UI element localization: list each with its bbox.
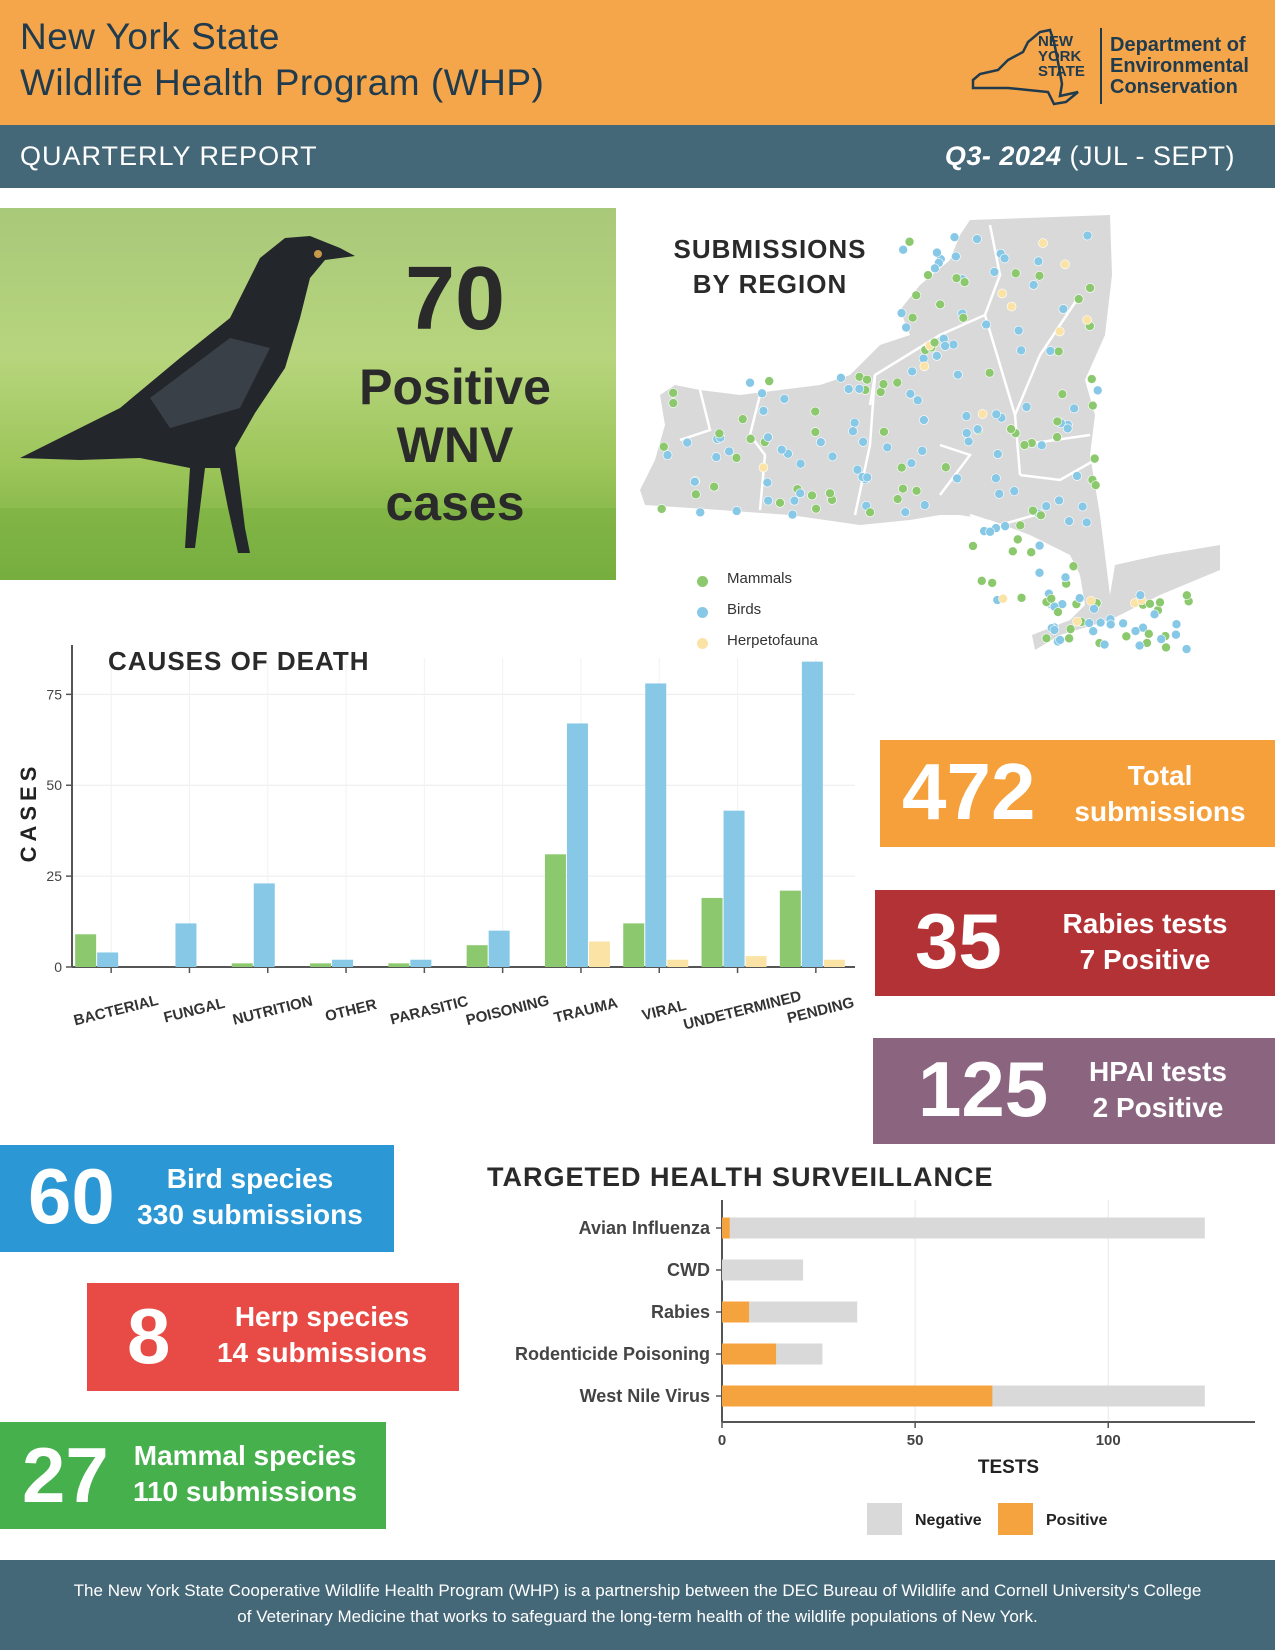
y-tick-label: Avian Influenza xyxy=(578,1218,710,1238)
bar-mammals-poisoning xyxy=(467,945,488,967)
map-dot xyxy=(879,427,888,436)
map-dot xyxy=(759,463,768,472)
map-dot xyxy=(1090,604,1099,613)
legend-swatch-negative xyxy=(867,1503,902,1535)
map-dot xyxy=(1100,640,1109,649)
map-title: SUBMISSIONS BY REGION xyxy=(673,234,867,299)
map-dot xyxy=(811,407,820,416)
map-dot xyxy=(1155,598,1164,607)
map-dot xyxy=(1089,627,1098,636)
legend-dot-birds xyxy=(697,607,708,618)
map-dot xyxy=(759,406,768,415)
map-dot xyxy=(1042,502,1051,511)
map-dot xyxy=(1063,424,1072,433)
map-dot xyxy=(669,399,678,408)
map-dot xyxy=(1096,618,1105,627)
map-dot xyxy=(953,474,962,483)
map-dot xyxy=(1029,280,1038,289)
bar-birds-other xyxy=(332,960,353,967)
map-dot xyxy=(1135,641,1144,650)
map-dot xyxy=(1073,617,1082,626)
map-dot xyxy=(796,459,805,468)
map-dot xyxy=(816,438,825,447)
map-dot xyxy=(844,385,853,394)
map-dot xyxy=(696,508,705,517)
map-dot xyxy=(1010,487,1019,496)
map-dot xyxy=(924,271,933,280)
map-dot xyxy=(1028,506,1037,515)
map-dot xyxy=(863,473,872,482)
bar-mammals-other xyxy=(310,963,331,967)
dec-logo-text: Department of Environmental Conservation xyxy=(1110,34,1249,98)
x-tick-label: PARASITIC xyxy=(388,992,471,1029)
map-dot xyxy=(1157,635,1166,644)
map-dot xyxy=(764,496,773,505)
bar-herpetofauna-undetermined xyxy=(746,956,767,967)
map-dot xyxy=(1144,629,1153,638)
map-dot xyxy=(990,267,999,276)
map-dot xyxy=(902,323,911,332)
bar-positive-rabies xyxy=(722,1302,749,1323)
total-submissions-label: Total submissions xyxy=(1074,760,1246,827)
map-dot xyxy=(1172,620,1181,629)
map-dot xyxy=(964,437,973,446)
map-dot xyxy=(1001,522,1010,531)
map-dot xyxy=(1007,425,1016,434)
map-dot xyxy=(1017,346,1026,355)
bird-species-box xyxy=(0,1145,394,1252)
footer-line-1: The New York State Cooperative Wildlife Health Program (WHP) is a partnership between the DEC Bureau of Wildlife and Cornell University's College xyxy=(73,1581,1202,1600)
title-line-1: New York State xyxy=(20,16,280,57)
map-dot xyxy=(732,453,741,462)
map-dot xyxy=(738,415,747,424)
map-dot xyxy=(1055,496,1064,505)
targeted-surveillance-chart xyxy=(470,1195,1270,1540)
x-tick-label: BACTERIAL xyxy=(71,991,161,1030)
legend-label-birds: Birds xyxy=(727,601,762,618)
map-dot xyxy=(828,452,837,461)
map-dot xyxy=(1093,386,1102,395)
map-dot xyxy=(712,453,721,462)
map-dot xyxy=(1073,471,1082,480)
map-dot xyxy=(1008,547,1017,556)
map-dot xyxy=(991,474,1000,483)
map-dot xyxy=(826,489,835,498)
x-tick-label: POISONING xyxy=(464,992,551,1030)
map-dot xyxy=(1038,239,1047,248)
map-dot xyxy=(897,463,906,472)
map-dot xyxy=(932,248,941,257)
map-dot xyxy=(930,338,939,347)
map-dot xyxy=(1145,599,1154,608)
bar-birds-nutrition xyxy=(254,883,275,967)
map-dot xyxy=(1070,404,1079,413)
map-dot xyxy=(1088,401,1097,410)
map-dot xyxy=(995,489,1004,498)
mammal-species-label: Mammal species 110 submissions xyxy=(132,1440,358,1507)
map-dot xyxy=(899,245,908,254)
map-dot xyxy=(790,496,799,505)
y-axis-label: CASES xyxy=(16,761,41,863)
x-tick-label: 0 xyxy=(717,1432,727,1449)
map-dot xyxy=(901,508,910,517)
footer-text xyxy=(20,1578,1255,1630)
map-dot xyxy=(1058,390,1067,399)
y-tick-label: West Nile Virus xyxy=(579,1386,710,1406)
bar-negative-cwd xyxy=(722,1260,803,1281)
map-dot xyxy=(859,437,868,446)
map-dot xyxy=(1011,269,1020,278)
map-dot xyxy=(1037,441,1046,450)
herp-species-label: Herp species 14 submissions xyxy=(216,1301,428,1368)
map-dot xyxy=(1053,433,1062,442)
map-dot xyxy=(962,429,971,438)
wnv-count: 70 xyxy=(404,249,506,349)
map-dot xyxy=(1082,518,1091,527)
x-tick-label: 50 xyxy=(906,1432,924,1449)
x-tick-label: VIRAL xyxy=(640,996,689,1025)
bar-herpetofauna-viral xyxy=(667,960,688,967)
map-dot xyxy=(690,477,699,486)
map-dot xyxy=(669,388,678,397)
bar-mammals-undetermined xyxy=(702,898,723,967)
map-dot xyxy=(683,438,692,447)
map-dot xyxy=(663,451,672,460)
map-dot xyxy=(960,278,969,287)
map-dot xyxy=(746,378,755,387)
y-tick-label: 50 xyxy=(46,777,62,794)
map-dot xyxy=(811,428,820,437)
bird-species-number: 60 xyxy=(28,1152,115,1240)
map-dot xyxy=(898,484,907,493)
map-dot xyxy=(912,291,921,300)
report-quarter: Q3- 2024 xyxy=(944,141,1062,171)
bar-mammals-bacterial xyxy=(75,934,96,967)
map-dot xyxy=(764,433,773,442)
map-dot xyxy=(912,486,921,495)
bar-positive-avian-influenza xyxy=(722,1218,730,1239)
map-dot xyxy=(893,378,902,387)
bar-birds-bacterial xyxy=(97,952,118,967)
legend-label-positive: Positive xyxy=(1046,1512,1108,1529)
rabies-number: 35 xyxy=(915,897,1002,985)
report-months: (JUL - SEPT) xyxy=(1061,141,1235,171)
map-dot xyxy=(993,450,1002,459)
map-dot xyxy=(1150,610,1159,619)
map-dot xyxy=(1050,626,1059,635)
map-dot xyxy=(897,309,906,318)
bar-birds-viral xyxy=(645,683,666,967)
map-dot xyxy=(1036,511,1045,520)
bar-negative-avian-influenza xyxy=(722,1218,1205,1239)
map-dot xyxy=(1119,619,1128,628)
map-dot xyxy=(725,447,734,456)
map-dot xyxy=(1065,634,1074,643)
header-banner xyxy=(0,0,1275,125)
map-dot xyxy=(1061,260,1070,269)
map-dot xyxy=(1035,271,1044,280)
x-tick-label: PENDING xyxy=(785,994,856,1028)
bar-mammals-parasitic xyxy=(388,963,409,967)
x-tick-label: FUNGAL xyxy=(161,994,227,1027)
map-dot xyxy=(1016,521,1025,530)
map-dot xyxy=(1066,625,1075,634)
map-dot xyxy=(808,491,817,500)
x-tick-label: TRAUMA xyxy=(552,994,620,1027)
map-dot xyxy=(1056,635,1065,644)
map-dot xyxy=(765,377,774,386)
map-dot xyxy=(657,504,666,513)
x-tick-label: NUTRITION xyxy=(230,992,315,1029)
bar-positive-rodenticide-poisoning xyxy=(722,1344,776,1365)
map-dot xyxy=(1122,632,1131,641)
map-dot xyxy=(1022,402,1031,411)
map-dot xyxy=(1087,375,1096,384)
map-dot xyxy=(1020,441,1029,450)
map-dot xyxy=(1017,593,1026,602)
herp-species-box xyxy=(87,1283,459,1391)
y-tick-label: CWD xyxy=(667,1260,710,1280)
legend-label-mammals: Mammals xyxy=(727,570,793,587)
page-title xyxy=(20,14,544,106)
map-dot xyxy=(962,412,971,421)
map-dot xyxy=(936,300,945,309)
map-dot xyxy=(1131,627,1140,636)
bar-birds-poisoning xyxy=(489,931,510,967)
x-axis-label: TESTS xyxy=(977,1457,1040,1478)
map-dot xyxy=(913,396,922,405)
map-dot xyxy=(659,442,668,451)
map-dot xyxy=(932,351,941,360)
map-dot xyxy=(906,389,915,398)
crow-photo xyxy=(0,208,616,580)
map-dot xyxy=(879,380,888,389)
map-dot xyxy=(998,289,1007,298)
map-dot xyxy=(1046,346,1055,355)
rabies-box xyxy=(875,890,1275,996)
map-dot xyxy=(1027,548,1036,557)
hpai-label: HPAI tests 2 Positive xyxy=(1089,1056,1227,1123)
map-dot xyxy=(978,409,987,418)
map-dot xyxy=(919,416,928,425)
map-dot xyxy=(836,373,845,382)
map-dot xyxy=(941,463,950,472)
legend-label-herpetofauna: Herpetofauna xyxy=(727,632,818,649)
legend-swatch-positive xyxy=(998,1503,1033,1535)
map-dot xyxy=(1035,568,1044,577)
x-tick-label: UNDETERMINED xyxy=(681,987,804,1034)
map-dot xyxy=(1106,620,1115,629)
map-dot xyxy=(1083,316,1092,325)
map-dot xyxy=(1053,417,1062,426)
map-dot xyxy=(883,443,892,452)
map-dot xyxy=(905,237,914,246)
x-tick-label: OTHER xyxy=(323,996,379,1026)
report-period xyxy=(945,141,1235,172)
map-dot xyxy=(763,478,772,487)
y-tick-label: Rabies xyxy=(650,1302,710,1322)
map-dot xyxy=(1086,596,1095,605)
bar-herpetofauna-trauma xyxy=(589,942,610,967)
bar-birds-undetermined xyxy=(724,811,745,967)
mammal-species-box xyxy=(0,1422,386,1529)
map-dot xyxy=(850,418,859,427)
bar-mammals-viral xyxy=(623,923,644,967)
map-dot xyxy=(1090,454,1099,463)
causes-of-death-chart xyxy=(0,640,870,1120)
bar-birds-fungal xyxy=(175,923,196,967)
map-dot xyxy=(732,506,741,515)
map-dot xyxy=(959,313,968,322)
nys-logo-text: NEW YORK STATE xyxy=(1038,33,1085,80)
bar-mammals-pending xyxy=(780,891,801,967)
map-dot xyxy=(920,362,929,371)
map-dot xyxy=(973,235,982,244)
map-dot xyxy=(920,501,929,510)
map-dot xyxy=(1182,645,1191,654)
targeted-surveillance-title: TARGETED HEALTH SURVEILLANCE xyxy=(487,1162,994,1192)
map-dot xyxy=(710,482,719,491)
map-dot xyxy=(1061,573,1070,582)
map-dot xyxy=(1074,295,1083,304)
report-type: QUARTERLY REPORT xyxy=(20,141,318,171)
map-dot xyxy=(1034,257,1043,266)
bar-mammals-trauma xyxy=(545,854,566,967)
logo-divider xyxy=(1100,28,1102,104)
map-dot xyxy=(1069,562,1078,571)
map-dot xyxy=(863,375,872,384)
map-dot xyxy=(949,340,958,349)
map-dot xyxy=(1065,517,1074,526)
map-dot xyxy=(977,576,986,585)
map-dot xyxy=(1013,535,1022,544)
legend-label-negative: Negative xyxy=(915,1512,982,1529)
map-dot xyxy=(908,367,917,376)
map-dot xyxy=(952,274,961,283)
bar-birds-parasitic xyxy=(410,960,431,967)
map-dot xyxy=(1035,541,1044,550)
bar-mammals-nutrition xyxy=(232,963,253,967)
map-dot xyxy=(1086,283,1095,292)
map-dot xyxy=(1053,608,1062,617)
total-submissions-number: 472 xyxy=(902,747,1036,836)
map-dot xyxy=(950,233,959,242)
report-bar xyxy=(0,125,1275,188)
wnv-label: Positive WNV cases xyxy=(359,359,551,531)
causes-of-death-title: CAUSES OF DEATH xyxy=(108,646,370,676)
map-dot xyxy=(985,368,994,377)
y-tick-label: 0 xyxy=(54,959,62,975)
map-dot xyxy=(812,504,821,513)
map-dot xyxy=(918,446,927,455)
map-dot xyxy=(848,427,857,436)
map-dot xyxy=(1059,305,1068,314)
y-tick-label: Rodenticide Poisoning xyxy=(514,1344,710,1364)
title-line-2: Wildlife Health Program (WHP) xyxy=(20,62,545,103)
hpai-box xyxy=(873,1038,1275,1144)
map-dot xyxy=(1171,630,1180,639)
map-dot xyxy=(1083,231,1092,240)
map-dot xyxy=(758,389,767,398)
map-dot xyxy=(951,252,960,261)
map-dot xyxy=(1075,594,1084,603)
map-dot xyxy=(992,410,1001,419)
map-dot xyxy=(953,370,962,379)
map-dot xyxy=(1014,326,1023,335)
hpai-number: 125 xyxy=(918,1045,1049,1133)
map-dot xyxy=(941,341,950,350)
map-dot xyxy=(968,541,977,550)
map-dot xyxy=(715,429,724,438)
map-dot xyxy=(777,445,786,454)
bar-birds-pending xyxy=(802,662,823,967)
map-dot xyxy=(1042,634,1051,643)
map-dot xyxy=(1078,502,1087,511)
map-dot xyxy=(1162,643,1171,652)
map-dot xyxy=(893,495,902,504)
x-tick-label: 100 xyxy=(1095,1432,1121,1449)
y-tick-label: 25 xyxy=(46,868,62,885)
bar-herpetofauna-pending xyxy=(824,960,845,967)
bar-birds-trauma xyxy=(567,723,588,967)
map-dot xyxy=(907,459,916,468)
y-tick-label: 75 xyxy=(46,686,62,703)
total-submissions-box xyxy=(880,740,1275,847)
map-dot xyxy=(1085,619,1094,628)
map-dot xyxy=(908,313,917,322)
map-dot xyxy=(1091,481,1100,490)
herp-species-number: 8 xyxy=(127,1292,171,1380)
footer-line-2: of Veterinary Medicine that works to safeguard the long-term health of the wildlife populations of New York. xyxy=(237,1607,1038,1626)
map-dot xyxy=(1000,254,1009,263)
map-dot xyxy=(973,425,982,434)
bar-positive-west-nile-virus xyxy=(722,1386,992,1407)
map-dot xyxy=(776,498,785,507)
map-dot xyxy=(780,394,789,403)
map-dot xyxy=(982,320,991,329)
mammal-species-number: 27 xyxy=(22,1431,109,1519)
map-dot xyxy=(796,489,805,498)
bird-species-label: Bird species 330 submissions xyxy=(137,1163,363,1230)
map-dot xyxy=(999,594,1008,603)
rabies-label: Rabies tests 7 Positive xyxy=(1062,908,1228,975)
footer xyxy=(0,1560,1275,1650)
map-dot xyxy=(1182,591,1191,600)
map-dot xyxy=(986,527,995,536)
map-dot xyxy=(1007,302,1016,311)
map-dot xyxy=(691,490,700,499)
map-dot xyxy=(855,384,864,393)
map-dot xyxy=(1055,327,1064,336)
map-dot xyxy=(746,434,755,443)
map-dot xyxy=(1136,591,1145,600)
map-dot xyxy=(1047,594,1056,603)
map-dot xyxy=(930,264,939,273)
map-dot xyxy=(866,508,875,517)
map-dot xyxy=(988,578,997,587)
legend-dot-mammals xyxy=(697,576,708,587)
map-dot xyxy=(788,510,797,519)
map-dot xyxy=(1054,347,1063,356)
